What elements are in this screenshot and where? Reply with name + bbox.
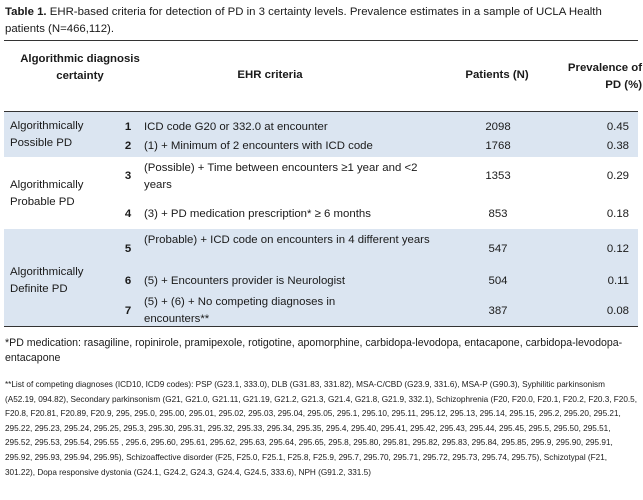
row-prevalence: 0.18 [606,208,629,220]
table-top-rule [4,40,638,41]
row-patients: 547 [488,243,508,255]
row-patients: 2098 [485,121,511,133]
row-patients: 1768 [485,140,511,152]
group-label-probable: Algorithmically Probable PD [10,179,84,208]
header-certainty: Algorithmic diagnosis certainty [20,53,140,82]
footnote-competing-diagnoses: **List of competing diagnoses (ICD10, ICD9 codes): PSP (G23.1, 333.0), DLB (G31.83, 331.82), MSA-C/CBD (G23.9, 331.6), MSA-P (G90.3), Syphilitic parkinsonism (A52.19, 094.82), Secondary parkinsonism (G21, G21.0, G21.11, G21.19, G21.2, G21.3, G21.4, G21.8, G21.9, 332.1), Schizophrenia (F20, F20.0, F20.1, F20.2, F20.3, F20.5, F20.8, F20.81, F20.89, F20.9, 295, 295.0, 295.00, 295.01, 295.02, 295.03, 295.04, 295.05, 295.1, 295.10, 295.11, 295.12, 295.13, 295.14, 295.15, 295.2, 295.20, 295.21, 295.22, 295.23, 295.24, 295.25, 295.3, 295.30, 295.31, 295.32, 295.33, 295.34, 295.35, 295.4, 295.40, 295.41, 295.42, 295.43, 295.44, 295.45, 295.5, 295.50, 295.51, 295.52, 295.53, 295.54, 295.55 , 295.6, 295.60, 295.61, 295.62, 295.63, 295.64, 295.65, 295.8, 295.80, 295.81, 295.82, 295.83, 295.84, 295.85, 295.9, 295.90, 295.91, 295.92, 295.93, 295.94, 295.95), Schizoaffective disorder (F25, F25.0, F25.1, F25.8, F25.9, 295.7, 295.70, 295.71, 295.72, 295.73, 295.74, 295.75), Schizotypal (F21, 301.22), Dopa responsive dystonia (G24.1, G24.2, G24.3, G24.4, G24.5, 333.6), NPH (G91.2, 331.5) [5,380,638,477]
row-prevalence: 0.08 [606,305,629,317]
header-patients: Patients (N) [465,69,529,81]
row-criteria: (Probable) + ICD code on encounters in 4 different years [144,234,430,246]
row-number: 7 [124,305,132,317]
header-prevalence: Prevalence of PD (%) [567,62,642,91]
row-prevalence: 0.38 [606,140,629,152]
row-number: 6 [124,275,132,287]
group-label-possible: Algorithmically Possible PD [10,120,84,149]
row-patients: 1353 [485,170,511,182]
table-bottom-rule [4,326,638,327]
row-number: 2 [124,140,132,152]
row-patients: 387 [488,305,508,317]
header-criteria: EHR criteria [237,69,303,81]
row-criteria: (Possible) + Time between encounters ≥1 year and <2 years [144,162,418,191]
row-prevalence: 0.45 [606,121,629,133]
row-prevalence: 0.11 [607,275,629,287]
row-patients: 504 [488,275,508,287]
footnote-medication: *PD medication: rasagiline, ropinirole, pramipexole, rotigotine, apomorphine, carbidopa-levodopa, entacapone, carbidopa-levodopa-entacapone [5,337,623,364]
row-number: 4 [124,208,132,220]
row-criteria: (5) + Encounters provider is Neurologist [144,275,346,287]
row-prevalence: 0.12 [606,243,629,255]
row-number: 1 [124,121,132,133]
row-prevalence: 0.29 [606,170,629,182]
row-patients: 853 [488,208,508,220]
row-criteria: ICD code G20 or 332.0 at encounter [144,121,328,133]
row-number: 3 [124,170,132,182]
group-label-definite: Algorithmically Definite PD [10,266,84,295]
row-criteria: (1) + Minimum of 2 encounters with ICD code [144,140,373,152]
table-caption [5,4,637,38]
row-criteria: (3) + PD medication prescription* ≥ 6 months [144,208,371,220]
caption-text: EHR-based criteria for detection of PD in 3 certainty levels. Prevalence estimates in a sample of UCLA Health patients (N=466,112). [5,6,602,35]
row-criteria: (5) + (6) + No competing diagnoses in encounters** [144,296,336,325]
row-number: 5 [124,243,132,255]
caption-label: Table 1. [5,6,47,18]
